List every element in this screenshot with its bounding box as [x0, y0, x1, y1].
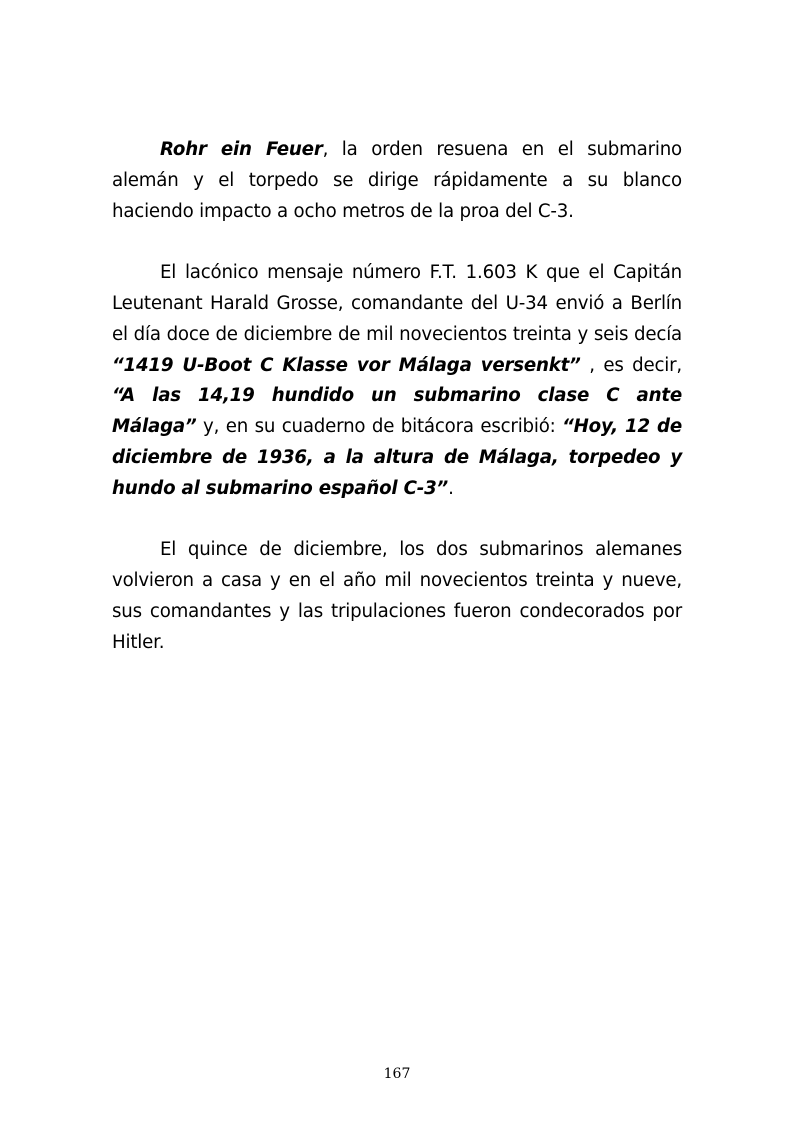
body-span: El lacónico mensaje número F.T. 1.603 K que el Capitán Leutenant Harald Grosse, comandante del U-34 envió a Berlín el día doce de diciembre de mil novecientos treinta y seis decía [112, 262, 682, 345]
body-span: . [448, 477, 454, 499]
body-span: , la orden resuena en el submarino alemán y el torpedo se dirige rápidamente a su blanco haciendo impacto a ocho metros de la proa del C-3. [112, 139, 682, 222]
quote-text: “1419 U-Boot C Klasse vor Málaga versenkt” [112, 354, 581, 376]
paragraph-2 [112, 258, 682, 504]
quote-text: “Hoy, 12 de diciembre de 1936, a la altura de Málaga, torpedeo y hundo al submarino español C-3” [112, 416, 682, 499]
body-span: y, en su cuaderno de bitácora escribió: [196, 416, 563, 438]
quote-text: Rohr ein Feuer [160, 139, 323, 160]
page-number: 167 [383, 1066, 411, 1082]
paragraph-1 [112, 135, 682, 227]
body-span: , es decir, [580, 354, 682, 376]
paragraph-3 [112, 535, 682, 658]
body-text [112, 135, 682, 689]
body-span: El quince de diciembre, los dos submarinos alemanes volvieron a casa y en el año mil novecientos treinta y nueve, sus comandantes y las tripulaciones fueron condecorados por Hitler. [112, 539, 682, 653]
quote-text: “A las 14,19 hundido un submarino clase C ante Málaga” [112, 385, 682, 438]
